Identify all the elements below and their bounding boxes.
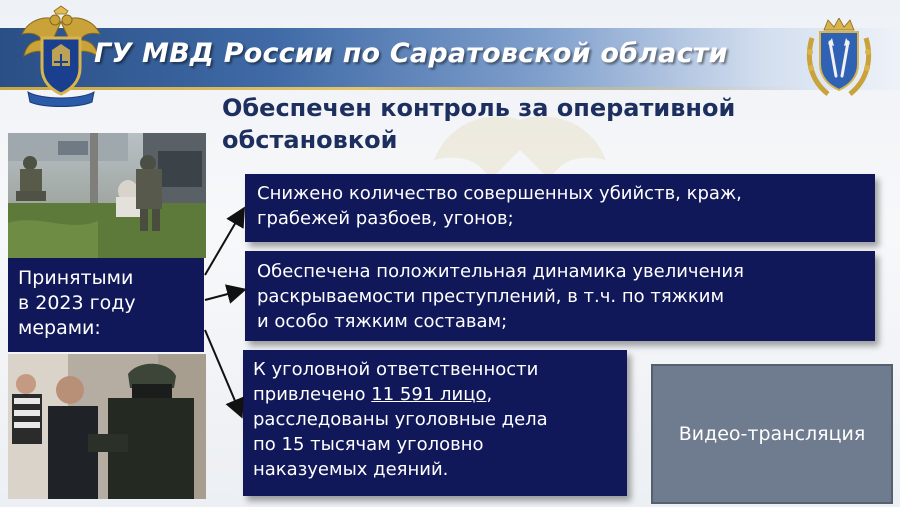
result-2-line-1: Обеспечена положительная динамика увеличения <box>257 261 744 282</box>
result-box-clearance-rate <box>245 251 875 341</box>
arrow-to-result-1 <box>205 210 243 275</box>
result-3-line-2 <box>253 382 617 407</box>
saratov-coat-of-arms-icon <box>802 18 876 100</box>
lead-line-3: мерами: <box>18 317 101 339</box>
page-title <box>222 92 882 156</box>
header-title: ГУ МВД России по Саратовской области <box>94 38 728 69</box>
result-3-line-4: по 15 тысячам уголовно <box>253 434 484 455</box>
result-box-criminal-liability <box>243 350 627 496</box>
lead-line-1: Принятыми <box>18 267 134 289</box>
page-title-line-1: Обеспечен контроль за оперативной <box>222 94 736 122</box>
lead-line-2: в 2023 году <box>18 292 136 314</box>
persons-count: 11 591 лицо <box>371 384 487 405</box>
arrow-to-result-2 <box>205 290 243 300</box>
mvd-eagle-emblem-icon <box>18 4 104 108</box>
photo-police-operation <box>8 133 206 258</box>
result-1-line-1: Снижено количество совершенных убийств, краж, <box>257 183 742 204</box>
video-broadcast-label: Видео-трансляция <box>678 423 866 445</box>
result-3-line-5: наказуемых деяний. <box>253 459 449 480</box>
result-3-suffix: , <box>486 384 493 405</box>
result-2-line-3: и особо тяжким составам; <box>257 311 508 332</box>
page-title-line-2: обстановкой <box>222 126 398 154</box>
arrow-to-result-3 <box>205 330 241 415</box>
result-3-line-1: К уголовной ответственности <box>253 359 539 380</box>
photo-detention <box>8 354 206 499</box>
result-3-line-3: расследованы уголовные дела <box>253 409 548 430</box>
result-3-prefix: привлечено <box>253 384 372 405</box>
video-broadcast-panel[interactable] <box>651 364 893 504</box>
result-1-line-2: грабежей разбоев, угонов; <box>257 208 514 229</box>
result-box-crime-reduction <box>245 174 875 242</box>
lead-box <box>8 258 204 352</box>
result-2-line-2: раскрываемости преступлений, в т.ч. по тяжким <box>257 286 725 307</box>
